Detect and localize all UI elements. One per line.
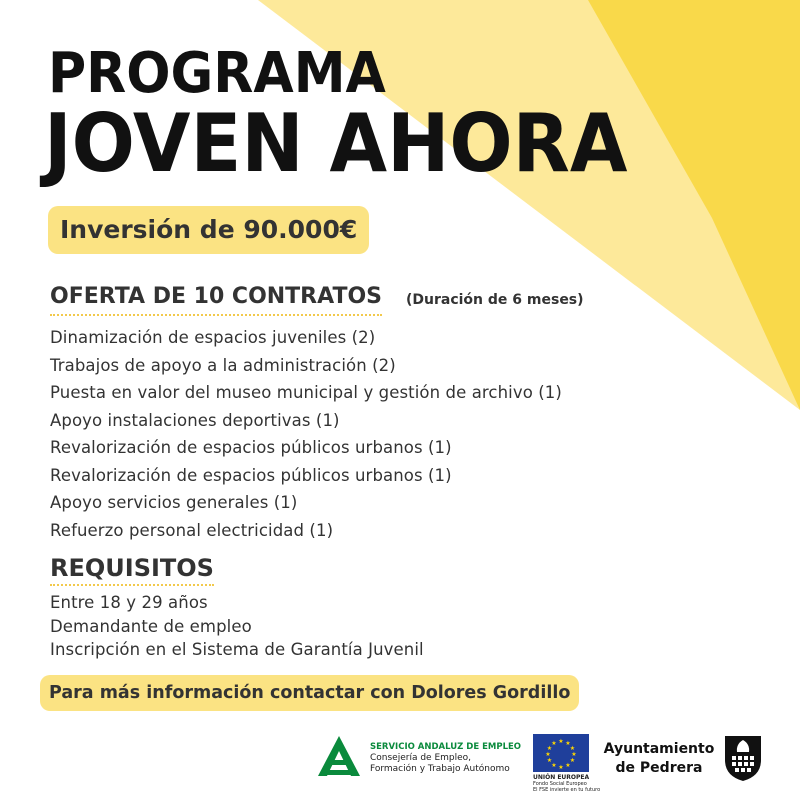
svg-text:★: ★ [551,762,557,769]
list-item: Apoyo instalaciones deportivas (1) [50,410,340,430]
title-line-2: JOVEN AHORA [44,97,628,190]
requirements-heading: REQUISITOS [50,556,214,586]
junta-line-3: Formación y Trabajo Autónomo [370,764,510,774]
ayuntamiento-line-1: Ayuntamiento [603,741,715,757]
eu-motto: El FSE invierte en tu futuro [533,787,601,793]
svg-text:★: ★ [546,745,553,752]
list-item: Dinamización de espacios juveniles (2) [50,328,376,347]
eu-stars-icon [533,734,589,772]
svg-text:★: ★ [551,740,557,747]
list-item: Inscripción en el Sistema de Garantía Juvenil [50,640,424,659]
list-item: Puesta en valor del museo municipal y gestión de archivo (1) [50,383,562,402]
title-line-1: PROGRAMA [48,41,386,106]
svg-text:★: ★ [565,740,571,747]
ayuntamiento-line-2: de Pedrera [615,760,703,776]
logo-bar [0,728,800,792]
eu-caption [533,775,600,793]
list-item: Refuerzo personal electricidad (1) [50,520,334,540]
junta-line-2: Consejería de Empleo, [370,753,472,763]
list-item: Revalorización de espacios públicos urbanos (1) [50,465,452,485]
eu-name: UNIÓN EUROPEA [533,774,590,781]
junta-logo-text [370,742,521,775]
requirements-list [50,591,424,662]
svg-text:★: ★ [546,757,553,764]
svg-text:★: ★ [558,764,564,771]
eu-fund: Fondo Social Europeo [533,781,587,787]
offers-list [50,324,562,544]
offers-duration: (Duración de 6 meses) [406,292,584,308]
svg-text:★: ★ [569,745,576,752]
pedrera-coat-of-arms-icon [722,734,764,782]
junta-line-1: SERVICIO ANDALUZ DE EMPLEO [370,742,522,752]
svg-text:★: ★ [545,751,551,758]
list-item: Apoyo servicios generales (1) [50,493,298,512]
junta-andalucia-logo-icon [316,734,362,778]
svg-text:★: ★ [565,762,571,769]
contact-banner: Para más información contactar con Dolores Gordillo [40,675,579,711]
svg-text:★: ★ [571,751,577,758]
list-item: Trabajos de apoyo a la administración (2) [50,355,396,375]
eu-flag-icon [533,734,589,772]
investment-badge: Inversión de 90.000€ [48,206,369,254]
list-item: Entre 18 y 29 años [50,593,208,612]
list-item: Demandante de empleo [50,616,252,636]
ayuntamiento-name [602,740,716,778]
offers-heading: OFERTA DE 10 CONTRATOS [50,286,382,316]
list-item: Revalorización de espacios públicos urbanos (1) [50,438,452,457]
svg-text:★: ★ [569,757,576,764]
svg-text:★: ★ [558,738,564,745]
